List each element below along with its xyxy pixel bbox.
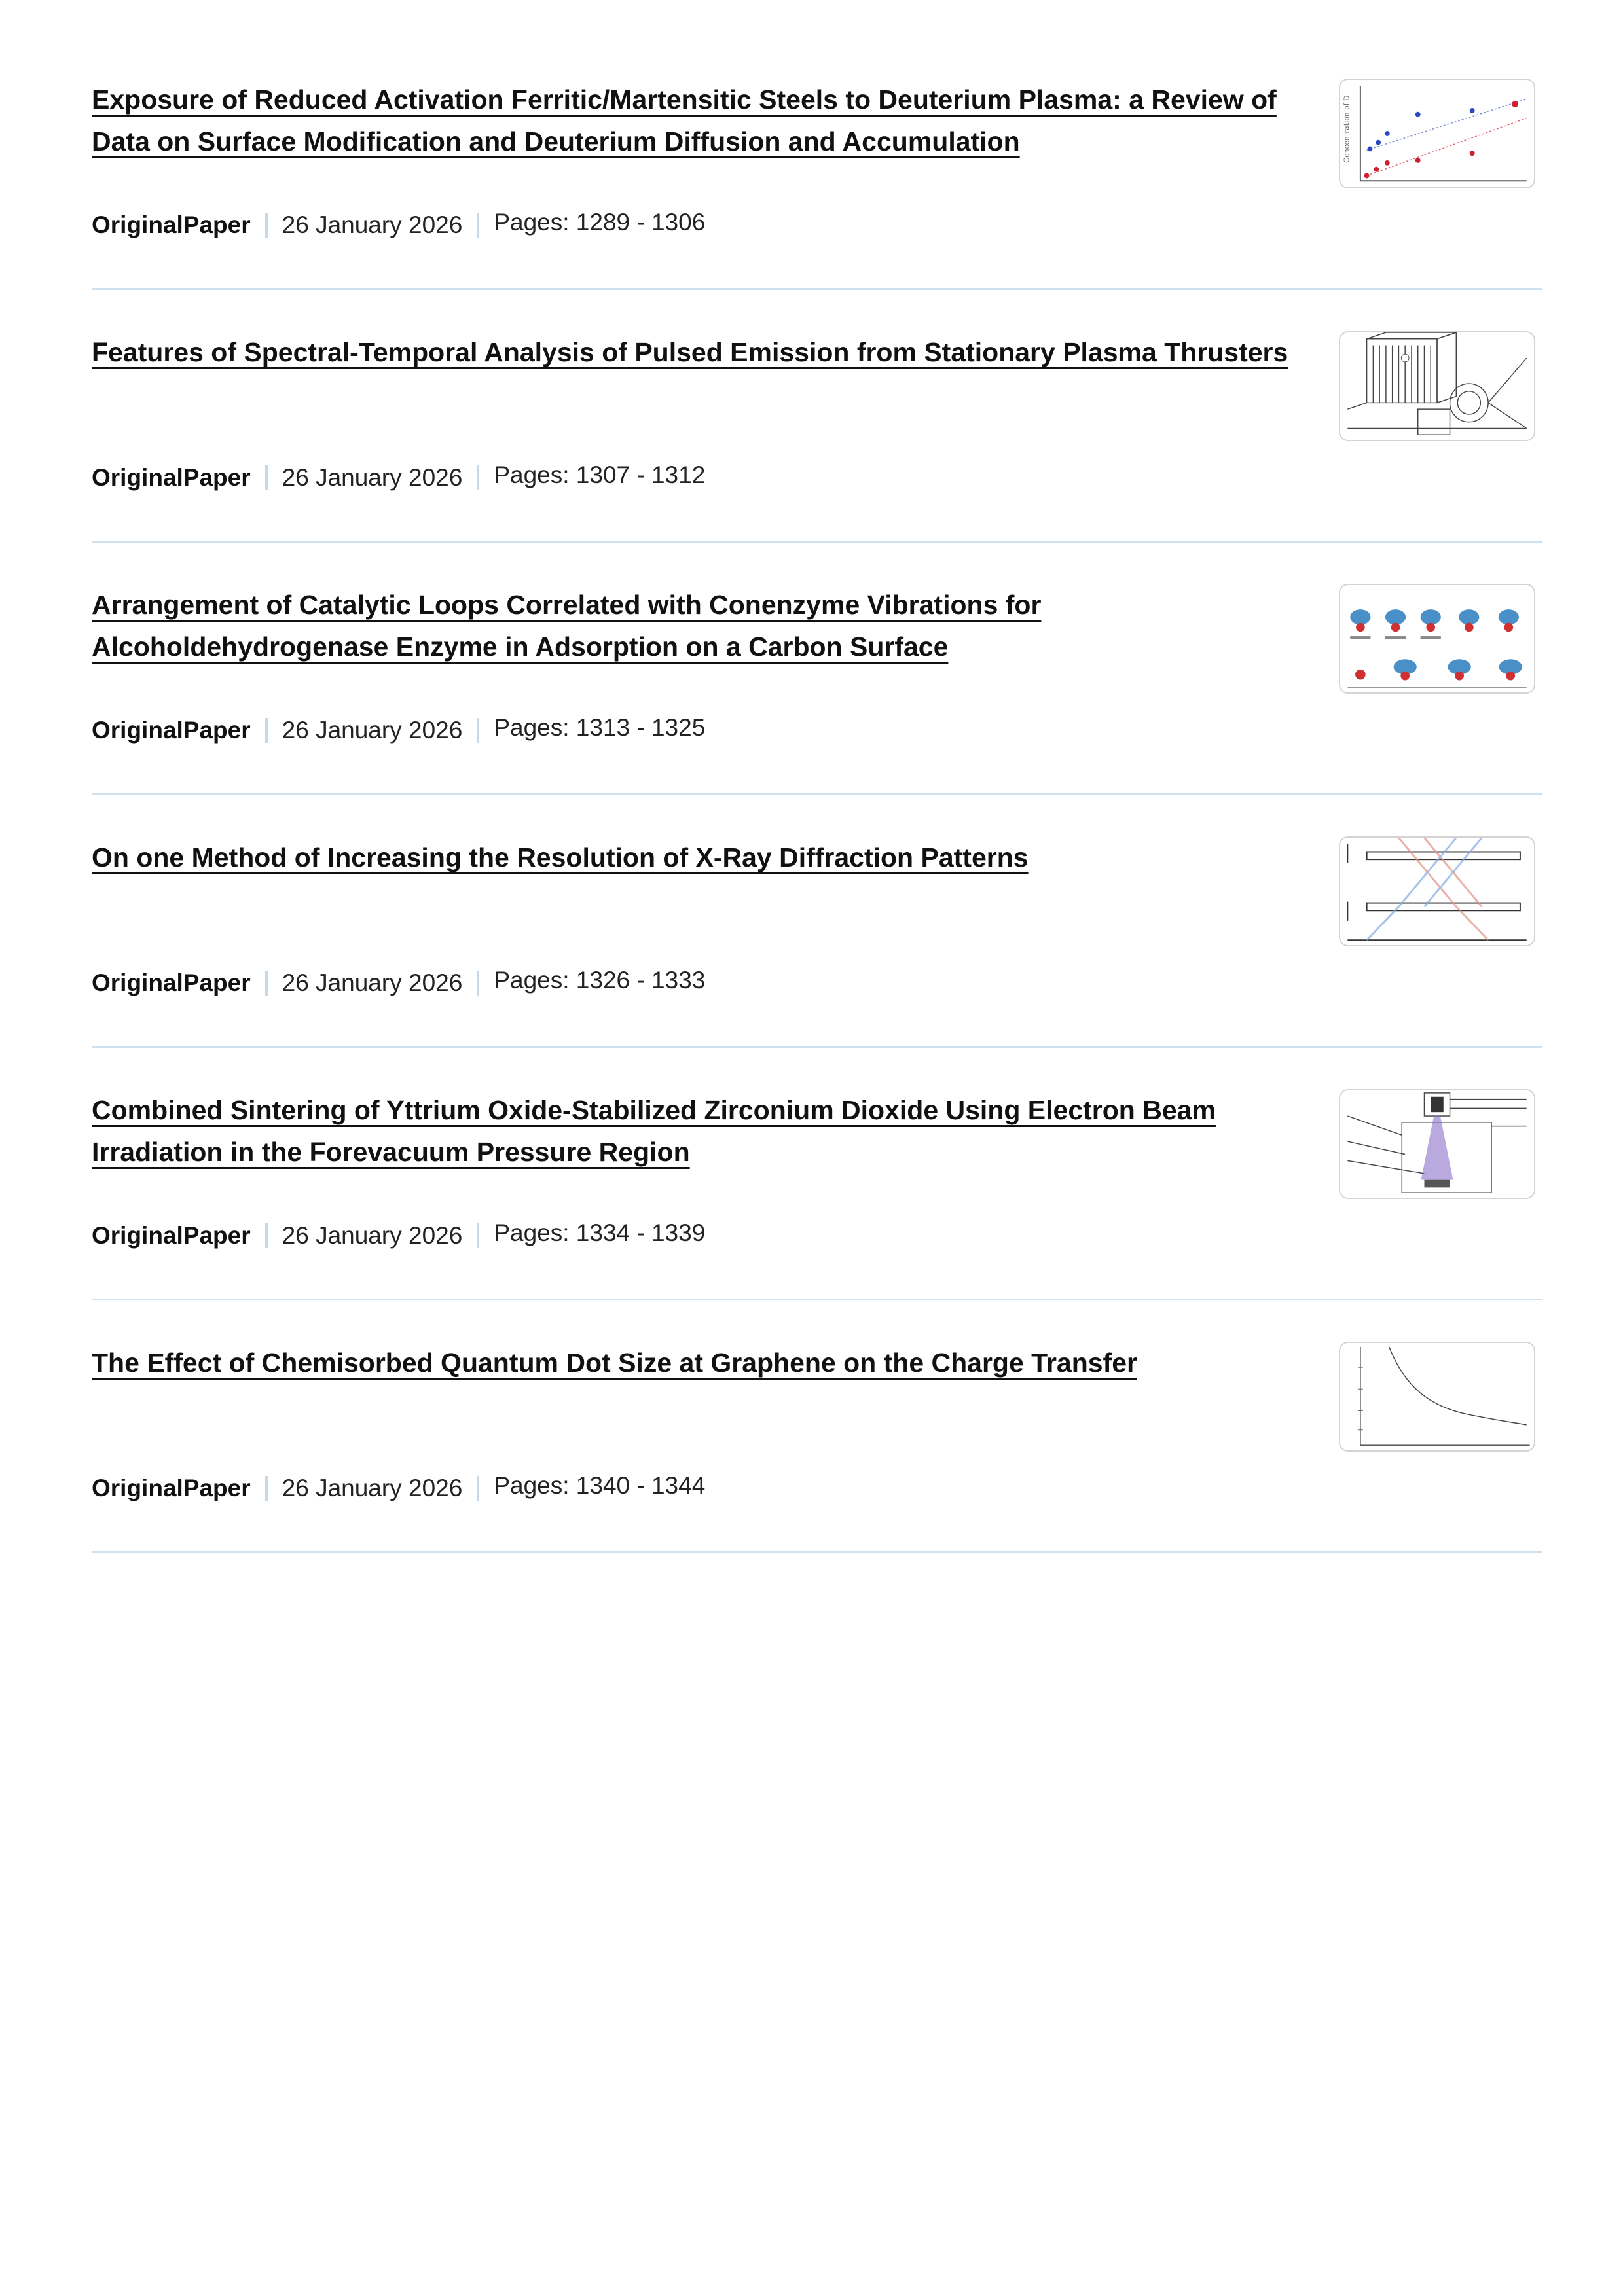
article-title-link[interactable]: Exposure of Reduced Activation Ferritic/Martensitic Steels to Deuterium Plasma: a Review of Data on Surface Modification and Deuterium Diffusion and Accumulation [92, 84, 1277, 156]
article-pages: Pages: 1289 - 1306 [494, 209, 706, 236]
article-date: 26 January 2026 [282, 464, 463, 491]
meta-separator [477, 465, 479, 490]
list-item [92, 831, 1542, 1084]
xray-beam-diagram-thumbnail[interactable] [1339, 836, 1535, 946]
list-item [92, 73, 1542, 326]
article-date: 26 January 2026 [282, 1475, 463, 1501]
article-type: OriginalPaper [92, 211, 251, 238]
electron-beam-setup-image [1340, 1090, 1534, 1198]
decay-curve-thumbnail[interactable] [1339, 1342, 1535, 1452]
article-type: OriginalPaper [92, 1222, 251, 1249]
meta-separator [265, 718, 268, 743]
electron-beam-setup-thumbnail[interactable] [1339, 1089, 1535, 1199]
article-meta [92, 1220, 705, 1251]
article-meta [92, 209, 705, 241]
apparatus-drawing-thumbnail[interactable] [1339, 331, 1535, 441]
article-title [92, 584, 1296, 668]
article-type: OriginalPaper [92, 464, 251, 491]
enzyme-diagram-image [1340, 585, 1534, 692]
article-type: OriginalPaper [92, 969, 251, 996]
meta-separator [477, 1223, 479, 1248]
article-title [92, 1342, 1296, 1384]
article-title [92, 331, 1296, 373]
article-title-link[interactable]: Combined Sintering of Yttrium Oxide-Stabilized Zirconium Dioxide Using Electron Beam Irradiation in the Forevacuum Pressure Region [92, 1095, 1216, 1167]
article-pages: Pages: 1340 - 1344 [494, 1472, 706, 1499]
article-title [92, 79, 1296, 162]
article-title-link[interactable]: On one Method of Increasing the Resolution of X-Ray Diffraction Patterns [92, 842, 1029, 872]
article-pages: Pages: 1313 - 1325 [494, 714, 706, 741]
article-meta [92, 462, 705, 493]
article-list [92, 73, 1542, 1589]
meta-separator [477, 971, 479, 996]
article-date: 26 January 2026 [282, 717, 463, 744]
xray-beam-diagram-image [1340, 838, 1534, 945]
article-meta [92, 1473, 705, 1504]
list-item [92, 326, 1542, 579]
meta-separator [265, 1476, 268, 1501]
article-title-link[interactable]: Features of Spectral-Temporal Analysis of Pulsed Emission from Stationary Plasma Thrusters [92, 337, 1288, 367]
article-meta [92, 967, 705, 999]
article-title [92, 1089, 1296, 1173]
article-pages: Pages: 1326 - 1333 [494, 967, 706, 994]
article-title [92, 836, 1296, 878]
scatter-plot-image [1340, 80, 1534, 187]
article-date: 26 January 2026 [282, 1222, 463, 1249]
meta-separator [477, 718, 479, 743]
list-item [92, 579, 1542, 831]
list-item [92, 1084, 1542, 1336]
list-item [92, 1336, 1542, 1589]
article-title-link[interactable]: Arrangement of Catalytic Loops Correlated with Conenzyme Vibrations for Alcoholdehydrogenase Enzyme in Adsorption on a Carbon Surface [92, 590, 1042, 662]
decay-curve-image [1340, 1343, 1534, 1450]
enzyme-diagram-thumbnail[interactable] [1339, 584, 1535, 694]
meta-separator [477, 213, 479, 238]
article-pages: Pages: 1334 - 1339 [494, 1219, 706, 1246]
article-type: OriginalPaper [92, 1475, 251, 1501]
article-pages: Pages: 1307 - 1312 [494, 461, 706, 488]
article-date: 26 January 2026 [282, 211, 463, 238]
meta-separator [265, 971, 268, 996]
svg-text:Concentration of D: Concentration of D [1342, 95, 1351, 163]
meta-separator [265, 213, 268, 238]
article-title-link[interactable]: The Effect of Chemisorbed Quantum Dot Size at Graphene on the Charge Transfer [92, 1348, 1137, 1378]
meta-separator [265, 465, 268, 490]
apparatus-drawing-image [1340, 332, 1534, 440]
article-type: OriginalPaper [92, 717, 251, 744]
scatter-plot-thumbnail[interactable] [1339, 79, 1535, 188]
article-meta [92, 715, 705, 746]
meta-separator [265, 1223, 268, 1248]
article-date: 26 January 2026 [282, 969, 463, 996]
meta-separator [477, 1476, 479, 1501]
